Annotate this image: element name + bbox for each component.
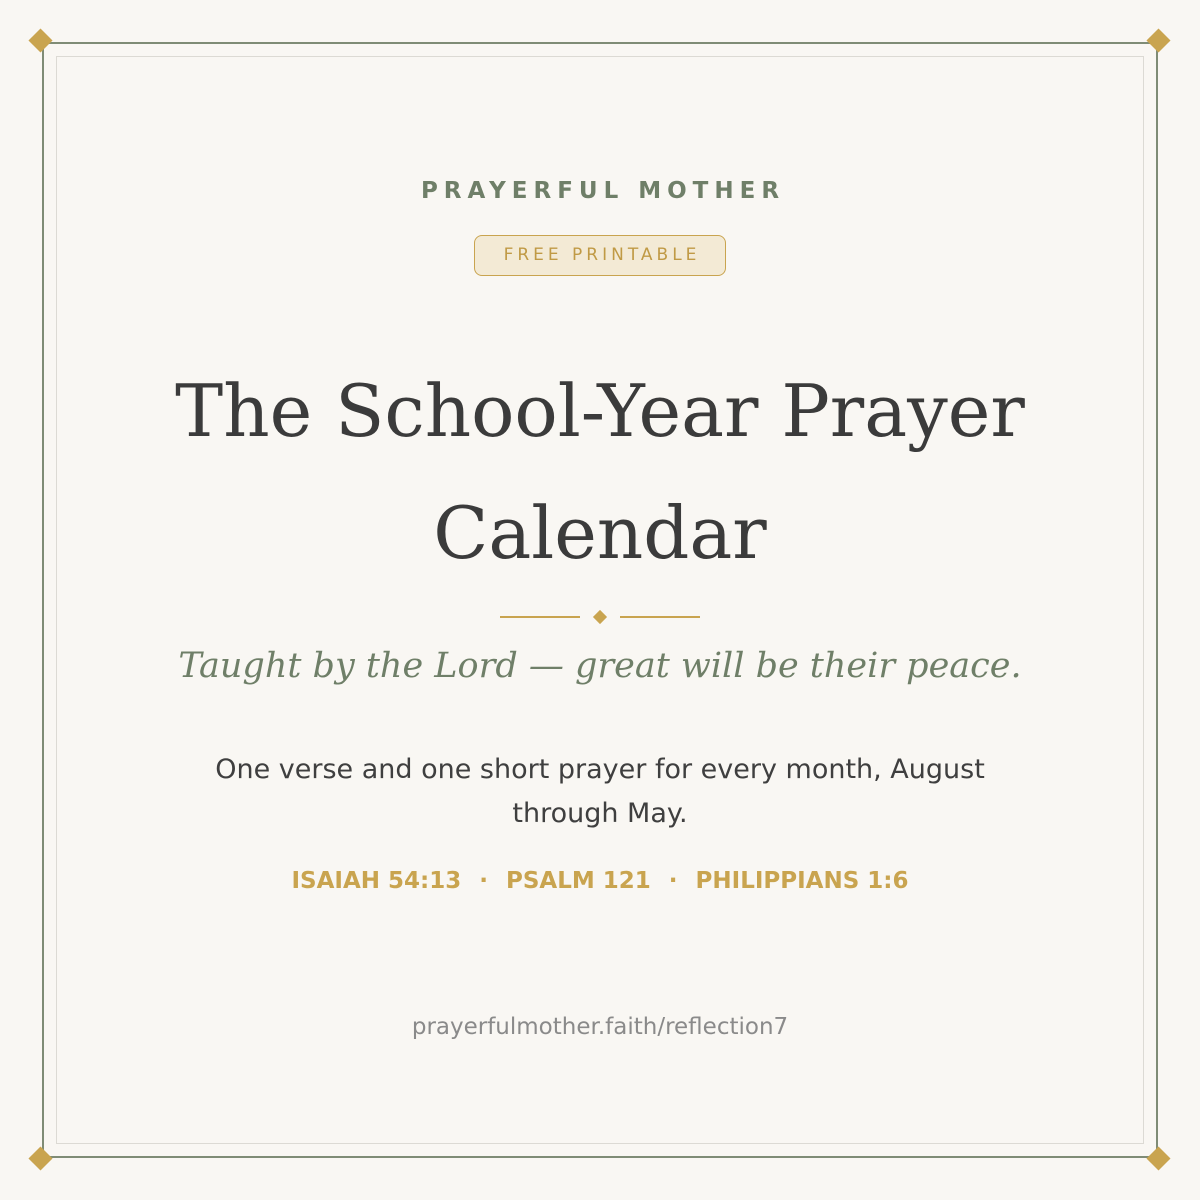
tagline: Taught by the Lord — great will be their peace. <box>178 646 1022 686</box>
divider-diamond-icon <box>593 610 607 624</box>
ref-separator: · <box>668 868 678 894</box>
scripture-ref: PHILIPPIANS 1:6 <box>695 868 909 894</box>
ref-separator: · <box>479 868 488 894</box>
description: One verse and one short prayer for every month, August through May. <box>215 754 985 829</box>
brand-name: PRAYERFUL MOTHER <box>420 178 786 204</box>
ornamental-divider <box>500 609 700 625</box>
inner-frame-border <box>56 56 1144 1144</box>
page-title <box>0 350 1200 594</box>
scripture-ref: ISAIAH 54:13 <box>291 868 462 894</box>
scripture-ref: PSALM 121 <box>505 868 651 894</box>
badge-container <box>0 235 1200 276</box>
website-url: prayerfulmother.faith/reflection7 <box>411 1014 789 1040</box>
divider-line-left <box>500 616 580 618</box>
divider-line-right <box>620 616 700 618</box>
title-line-2: Calendar <box>433 491 767 575</box>
title-line-1: The School-Year Prayer <box>175 369 1025 453</box>
free-printable-badge: FREE PRINTABLE <box>474 235 726 276</box>
scripture-references <box>0 868 1200 894</box>
